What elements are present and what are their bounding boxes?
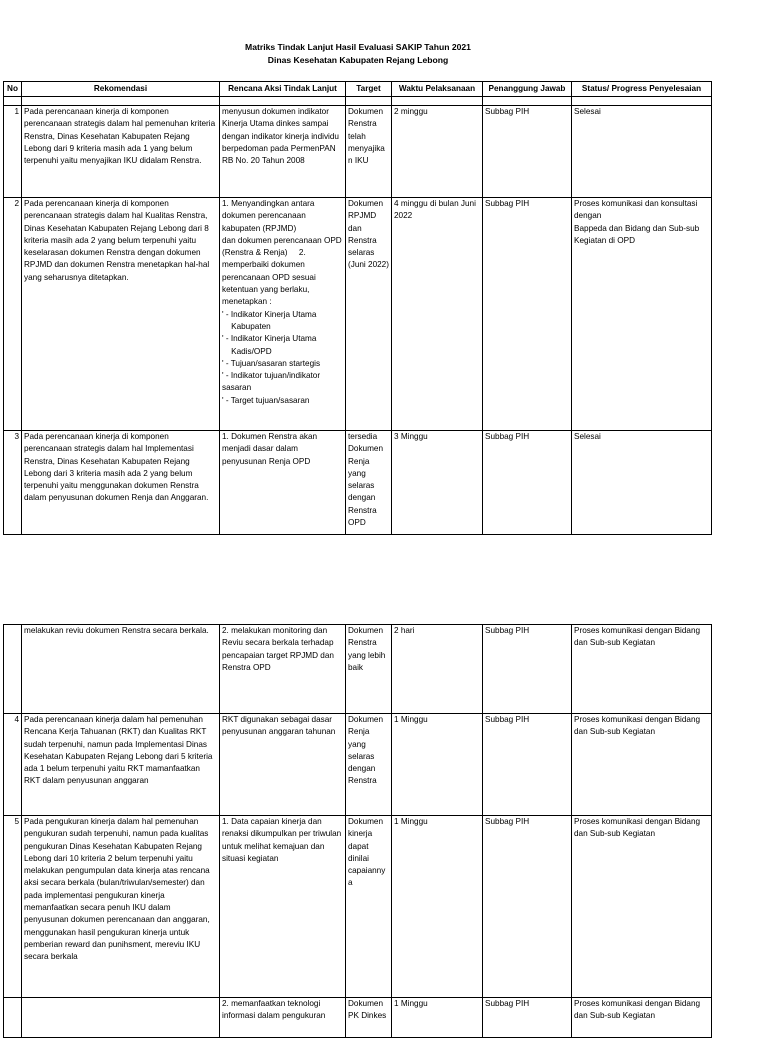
- header-waktu: Waktu Pelaksanaan: [392, 82, 483, 97]
- spacer-row: [4, 97, 712, 106]
- table-row: [4, 714, 712, 816]
- table-row: [4, 198, 712, 431]
- table-row: [4, 431, 712, 535]
- waktu-cell: 1 Minggu: [392, 714, 483, 816]
- row-number: 4: [4, 714, 22, 816]
- pj-cell: Subbag PIH: [483, 816, 572, 998]
- row-number: [4, 998, 22, 1038]
- rekomendasi-cell: Pada perencanaan kinerja di komponen perencanaan strategis dalam hal pemenuhan kriteria Renstra, Dinas Kesehatan Kabupaten Rejang Lebong dari 9 kriteria masih ada 1 yang belum terpenuhi yaitu menyajikan IKU didalam Renstra.: [22, 106, 220, 198]
- status-cell: Proses komunikasi dengan Bidang dan Sub-sub Kegiatan: [572, 714, 712, 816]
- target-cell: Dokumen Renstra yang lebih baik: [346, 625, 392, 714]
- target-cell: Dokumen PK Dinkes: [346, 998, 392, 1038]
- header-target: Target: [346, 82, 392, 97]
- rencana-cell: menyusun dokumen indikator Kinerja Utama dinkes sampai dengan indikator kinerja individu berpedoman pada PermenPAN RB No. 20 Tahun 2008: [220, 106, 346, 198]
- rekomendasi-cell: Pada perencanaan kinerja dalam hal pemenuhan Rencana Kerja Tahuanan (RKT) dan Kualitas RKT sudah terpenuhi, namun pada Implementasi Dinas Kesehatan Kabupaten Rejang Lebong dari 5 kriteria ada 1 belum terpenuhi yaitu RKT mamanfaatkan RKT dalam penyusunan anggaran: [22, 714, 220, 816]
- rencana-cell: 1. Menyandingkan antara dokumen perencanaan kabupaten (RPJMD) dan dokumen perencanaan OPD (Renstra & Renja) 2. memperbaiki dokumen perencanaan OPD sesuai ketentuan yang berlaku, menetapkan : ' - Indikator Kinerja Utama Kabupaten ' - Indikator Kinerja Utama Kadis/OPD ' - Tujuan/sasaran startegis ' - Indikator tujuan/indikator sasaran ' - Target tujuan/sasaran: [220, 198, 346, 431]
- header-rekomendasi: Rekomendasi: [22, 82, 220, 97]
- target-cell: Dokumen Renstra telah menyajika n IKU: [346, 106, 392, 198]
- header-rencana: Rencana Aksi Tindak Lanjut: [220, 82, 346, 97]
- header-no: No: [4, 82, 22, 97]
- matrix-table-page-2: [3, 624, 712, 1038]
- waktu-cell: 1 Minggu: [392, 998, 483, 1038]
- document-title: Matriks Tindak Lanjut Hasil Evaluasi SAKIP Tahun 2021: [245, 42, 471, 52]
- rencana-cell: RKT digunakan sebagai dasar penyusunan anggaran tahunan: [220, 714, 346, 816]
- pj-cell: Subbag PIH: [483, 998, 572, 1038]
- row-number: 2: [4, 198, 22, 431]
- waktu-cell: 1 Minggu: [392, 816, 483, 998]
- row-number: 1: [4, 106, 22, 198]
- row-number: 5: [4, 816, 22, 998]
- target-cell: tersedia Dokumen Renja yang selaras dengan Renstra OPD: [346, 431, 392, 535]
- rencana-cell: 1. Data capaian kinerja dan renaksi dikumpulkan per triwulan untuk melihat kemajuan dan situasi kegiatan: [220, 816, 346, 998]
- table-row: [4, 625, 712, 714]
- target-cell: Dokumen kinerja dapat dinilai capaianny a: [346, 816, 392, 998]
- row-number: 3: [4, 431, 22, 535]
- table-header-row: [4, 82, 712, 97]
- waktu-cell: 2 minggu: [392, 106, 483, 198]
- status-cell: Proses komunikasi dan konsultasi dengan Bappeda dan Bidang dan Sub-sub Kegiatan di OPD: [572, 198, 712, 431]
- header-status: Status/ Progress Penyelesaian: [572, 82, 712, 97]
- waktu-cell: 3 Minggu: [392, 431, 483, 535]
- target-cell: Dokumen RPJMD dan Renstra selaras (Juni 2022): [346, 198, 392, 431]
- document-subtitle: Dinas Kesehatan Kabupaten Rejang Lebong: [267, 55, 449, 65]
- rekomendasi-cell: Pada perencanaan kinerja di komponen perencanaan strategis dalam hal Kualitas Renstra, Dinas Kesehatan Kabupaten Rejang Lebong dari 8 kriteria masih ada 2 yang belum terpenuhi yaitu keselarasan dokumen Renstra dengan dokumen RPJMD dan dokumen Renstra menetapkan hal-hal yang seharusnya ditetapkan.: [22, 198, 220, 431]
- status-cell: Proses komunikasi dengan Bidang dan Sub-sub Kegiatan: [572, 998, 712, 1038]
- target-cell: Dokumen Renja yang selaras dengan Renstra: [346, 714, 392, 816]
- pj-cell: Subbag PIH: [483, 198, 572, 431]
- matrix-table-page-1: [3, 81, 712, 535]
- waktu-cell: 2 hari: [392, 625, 483, 714]
- rencana-cell: 2. memanfaatkan teknologi informasi dalam pengukuran: [220, 998, 346, 1038]
- row-number: [4, 625, 22, 714]
- rekomendasi-cell: [22, 998, 220, 1038]
- waktu-cell: 4 minggu di bulan Juni 2022: [392, 198, 483, 431]
- status-cell: Proses komunikasi dengan Bidang dan Sub-sub Kegiatan: [572, 816, 712, 998]
- pj-cell: Subbag PIH: [483, 625, 572, 714]
- status-cell: Selesai: [572, 431, 712, 535]
- status-cell: Selesai: [572, 106, 712, 198]
- header-penanggung-jawab: Penanggung Jawab: [483, 82, 572, 97]
- status-cell: Proses komunikasi dengan Bidang dan Sub-sub Kegiatan: [572, 625, 712, 714]
- pj-cell: Subbag PIH: [483, 106, 572, 198]
- rekomendasi-cell: Pada pengukuran kinerja dalam hal pemenuhan pengukuran sudah terpenuhi, namun pada kualitas pengukuran Dinas Kesehatan Kabupaten Rejang Lebong dari 10 kriteria 2 belum terpenuhi yaitu melakukan pengumpulan data kinerja atas rencana aksi secara berkala (bulan/triwulan/semester) dan pada implementasi pengukuran kinerja memanfaatkan secara penuh IKU dalam penyusunan dokumen perencanaan dan anggaran, menggunakan hasil pengukuran kinerja untuk pemberian reward dan punihsment, mereviu IKU secara berkala: [22, 816, 220, 998]
- table-row: [4, 998, 712, 1038]
- rencana-cell: 1. Dokumen Renstra akan menjadi dasar dalam penyusunan Renja OPD: [220, 431, 346, 535]
- rekomendasi-cell: Pada perencanaan kinerja di komponen perencanaan strategis dalam hal Implementasi Renstra, Dinas Kesehatan Kabupaten Rejang Lebong dari 3 kriteria masih ada 2 yang belum terpenuhi yaitu menggunakan dokumen Renstra dalam penyusunan dokumen Renja dan Anggaran.: [22, 431, 220, 535]
- table-row: [4, 106, 712, 198]
- rencana-cell: 2. melakukan monitoring dan Reviu secara berkala terhadap pencapaian target RPJMD dan Renstra OPD: [220, 625, 346, 714]
- rekomendasi-cell: melakukan reviu dokumen Renstra secara berkala.: [22, 625, 220, 714]
- pj-cell: Subbag PIH: [483, 714, 572, 816]
- pj-cell: Subbag PIH: [483, 431, 572, 535]
- table-row: [4, 816, 712, 998]
